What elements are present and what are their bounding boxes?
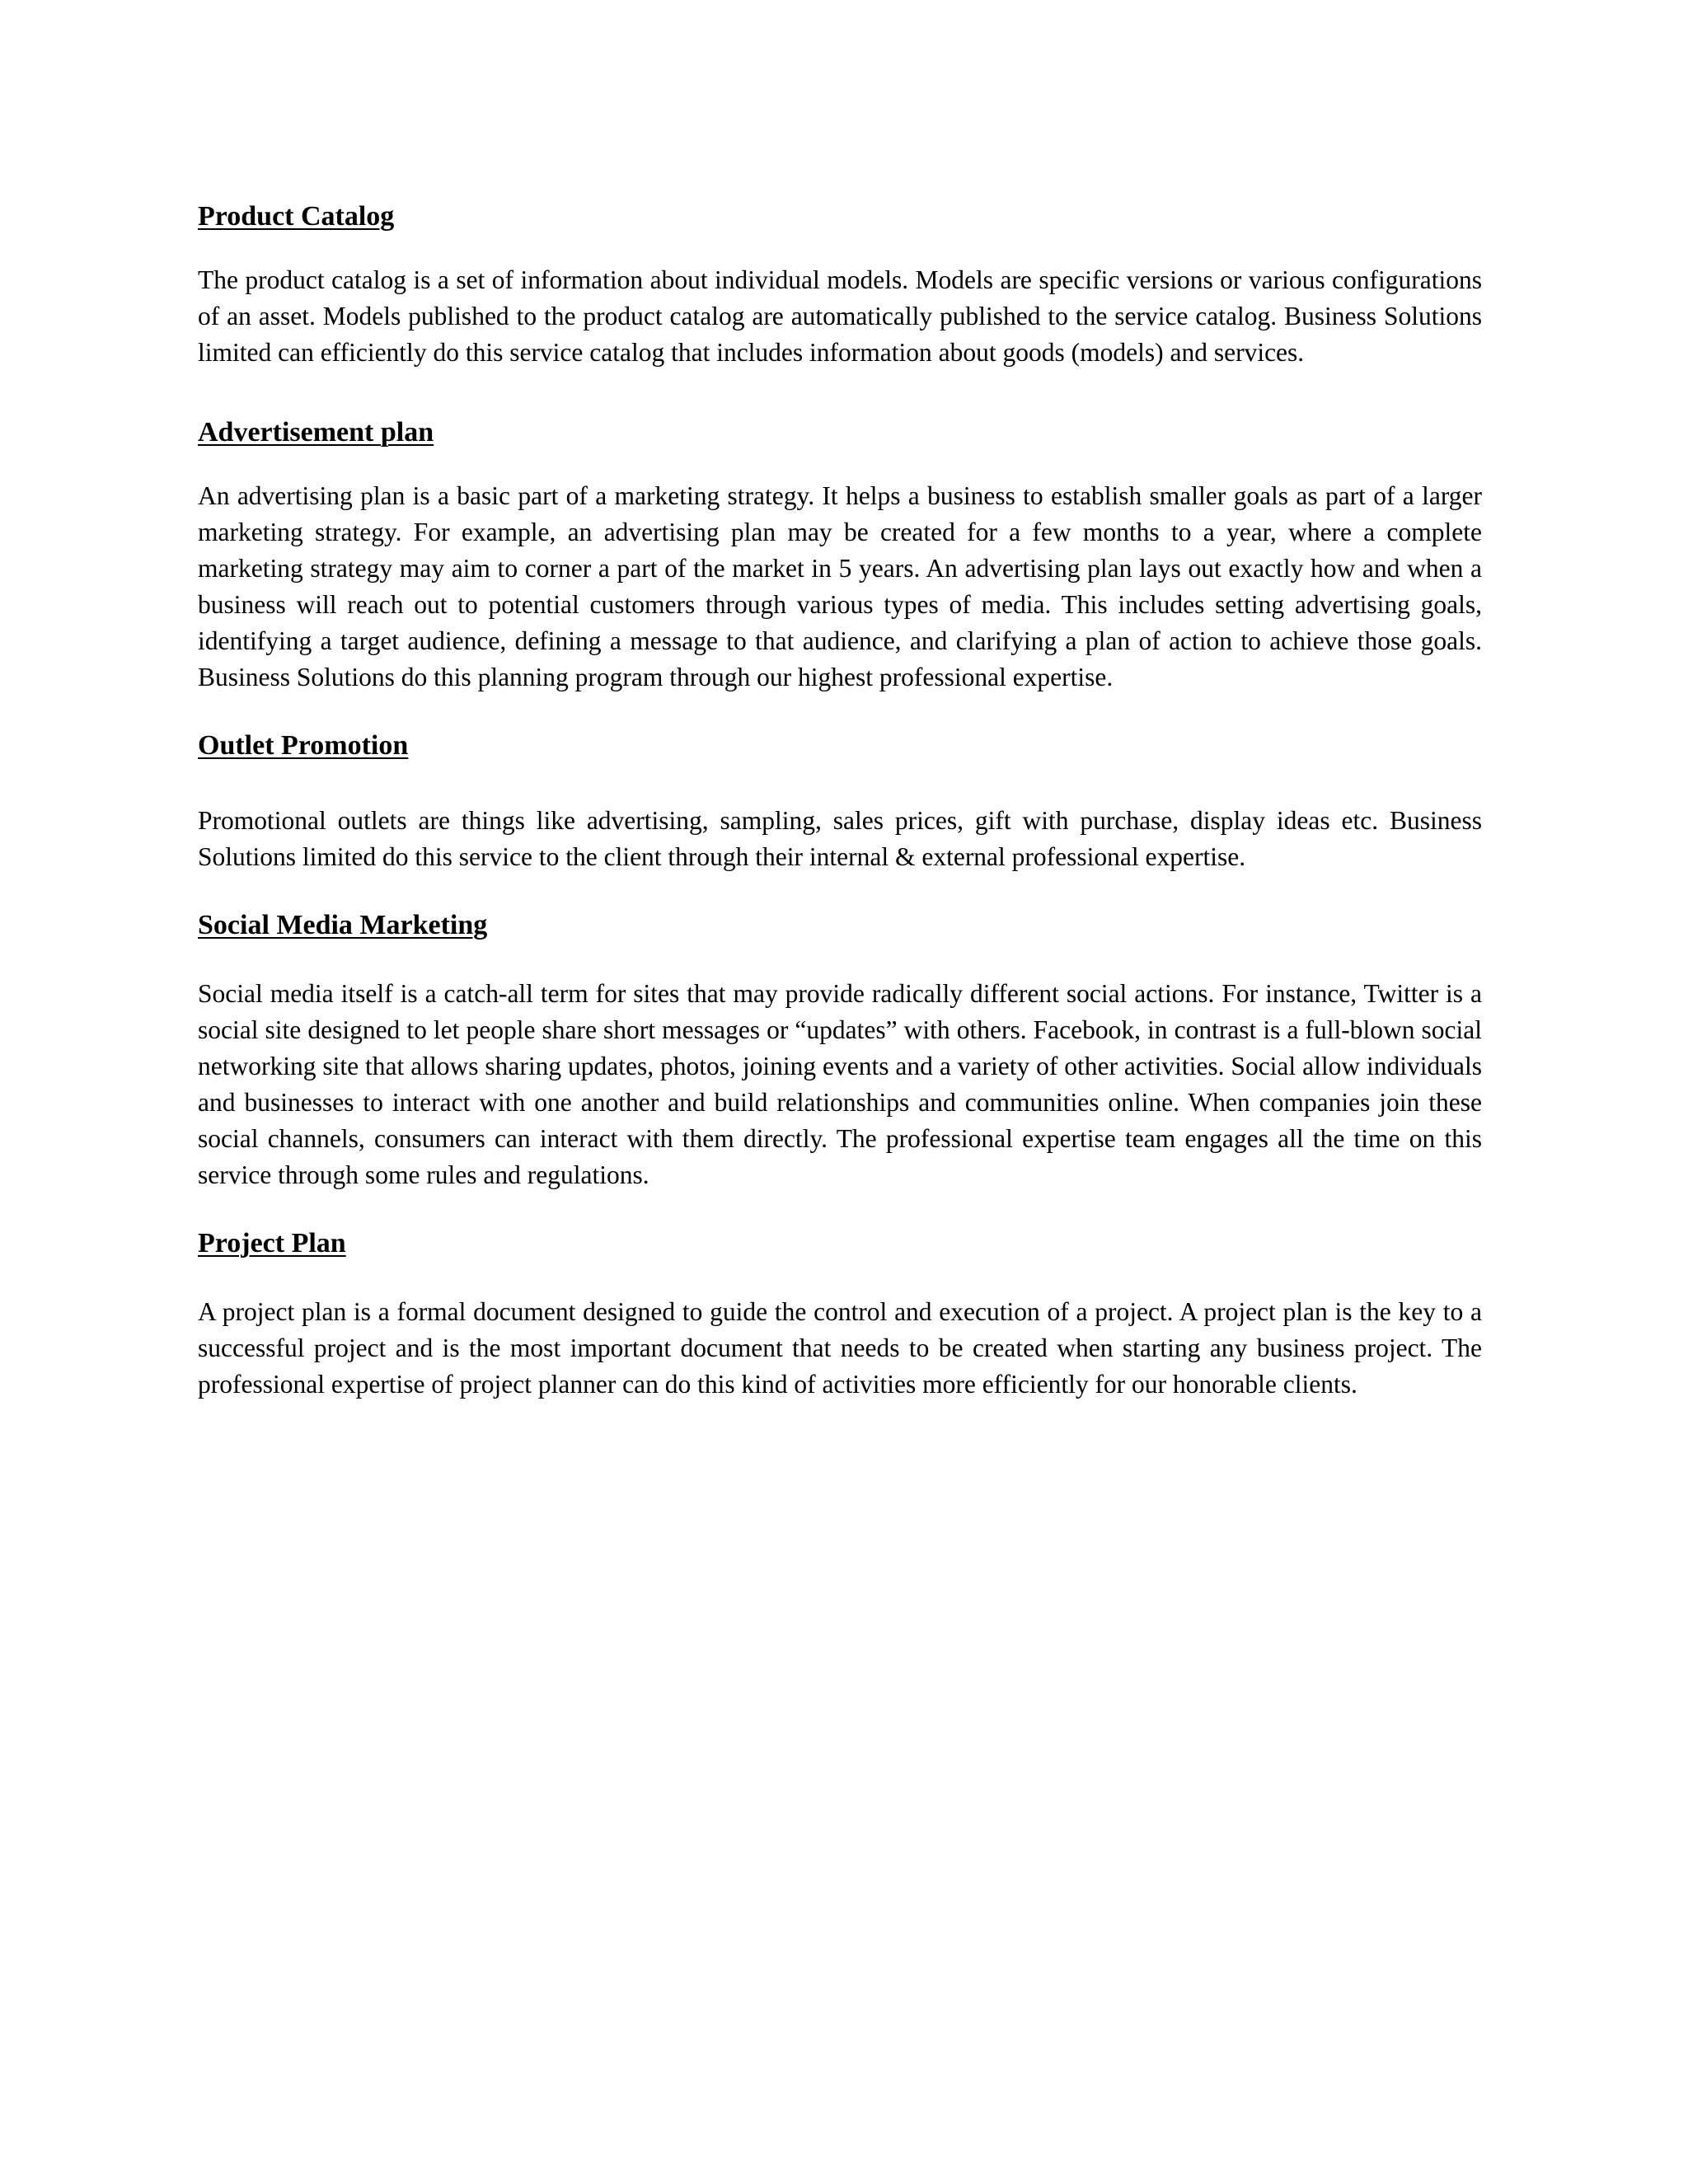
document-content <box>198 196 1482 1403</box>
section-heading: Project Plan <box>198 1228 346 1258</box>
section-paragraph: The product catalog is a set of information about individual models. Models are specific versions or various configurations of an asset. Models published to the product catalog are automatically published to the service catalog. Business Solutions limited can efficiently do this service catalog that includes information about goods (models) and services. <box>198 265 1482 367</box>
section-heading: Product Catalog <box>198 201 395 232</box>
section-paragraph: Social media itself is a catch-all term for sites that may provide radically different social actions. For instance, Twitter is a social site designed to let people share short messages or “updates” with others. Facebook, in contrast is a full-blown social networking site that allows sharing updates, photos, joining events and a variety of other activities. Social allow individuals and businesses to interact with one another and build relationships and communities online. When companies join these social channels, consumers can interact with them directly. The professional expertise team engages all the time on this service through some rules and regulations. <box>198 979 1482 1189</box>
section-paragraph: A project plan is a formal document designed to guide the control and execution of a project. A project plan is the key to a successful project and is the most important document that needs to be created when starting any business project. The professional expertise of project planner can do this kind of activities more efficiently for our honorable clients. <box>198 1297 1482 1399</box>
section-product-catalog <box>198 196 1482 371</box>
section-outlet-promotion <box>198 725 1482 875</box>
section-heading: Social Media Marketing <box>198 910 488 940</box>
section-project-plan <box>198 1223 1482 1403</box>
section-paragraph: An advertising plan is a basic part of a marketing strategy. It helps a business to establish smaller goals as part of a larger marketing strategy. For example, an advertising plan may be created for a few months to a year, where a complete marketing strategy may aim to corner a part of the market in 5 years. An advertising plan lays out exactly how and when a business will reach out to potential customers through various types of media. This includes setting advertising goals, identifying a target audience, defining a message to that audience, and clarifying a plan of action to achieve those goals. Business Solutions do this planning program through our highest professional expertise. <box>198 481 1482 691</box>
section-social-media-marketing <box>198 905 1482 1193</box>
section-advertisement-plan <box>198 412 1482 696</box>
section-heading: Outlet Promotion <box>198 730 409 761</box>
section-heading: Advertisement plan <box>198 417 434 448</box>
section-paragraph: Promotional outlets are things like advertising, sampling, sales prices, gift with purchase, display ideas etc. Business Solutions limited do this service to the client through their internal & external professional expertise. <box>198 806 1482 871</box>
